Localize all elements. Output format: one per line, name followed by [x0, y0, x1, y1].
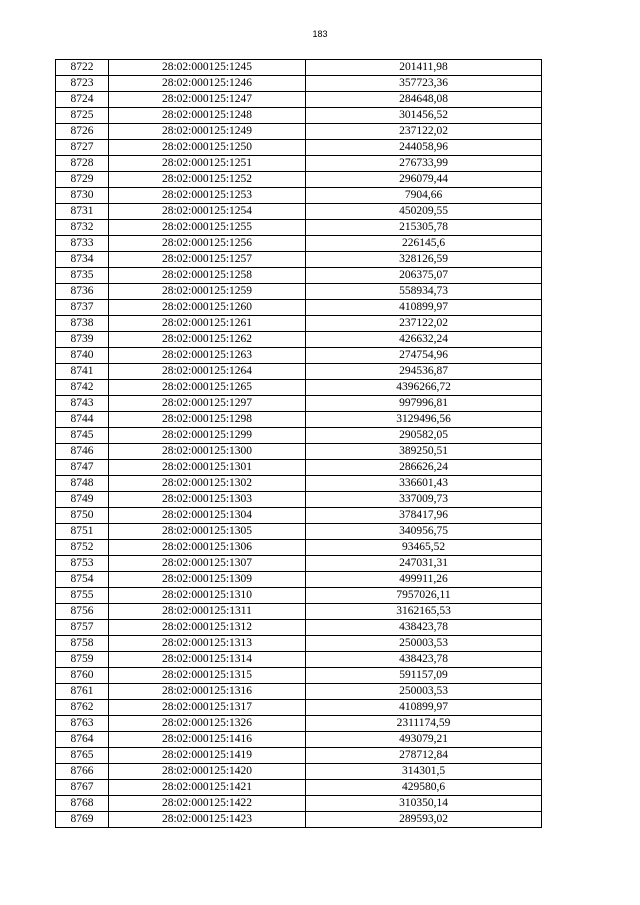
row-number-cell: 8750 — [56, 508, 109, 524]
table-row — [56, 124, 542, 140]
cadastral-number-cell: 28:02:000125:1255 — [109, 220, 306, 236]
table-row — [56, 508, 542, 524]
cadastral-number-cell: 28:02:000125:1259 — [109, 284, 306, 300]
table-row — [56, 716, 542, 732]
table-row — [56, 268, 542, 284]
cadastral-number-cell: 28:02:000125:1303 — [109, 492, 306, 508]
row-number-cell: 8728 — [56, 156, 109, 172]
table-row — [56, 796, 542, 812]
row-number-cell: 8727 — [56, 140, 109, 156]
row-number-cell: 8766 — [56, 764, 109, 780]
row-number-cell: 8722 — [56, 60, 109, 76]
table-row — [56, 588, 542, 604]
value-cell: 93465,52 — [306, 540, 542, 556]
cadastral-number-cell: 28:02:000125:1298 — [109, 412, 306, 428]
table-row — [56, 204, 542, 220]
cadastral-number-cell: 28:02:000125:1250 — [109, 140, 306, 156]
table-row — [56, 460, 542, 476]
cadastral-number-cell: 28:02:000125:1310 — [109, 588, 306, 604]
value-cell: 244058,96 — [306, 140, 542, 156]
cadastral-number-cell: 28:02:000125:1307 — [109, 556, 306, 572]
cadastral-number-cell: 28:02:000125:1260 — [109, 300, 306, 316]
value-cell: 378417,96 — [306, 508, 542, 524]
value-cell: 4396266,72 — [306, 380, 542, 396]
table-row — [56, 668, 542, 684]
cadastral-number-cell: 28:02:000125:1315 — [109, 668, 306, 684]
value-cell: 201411,98 — [306, 60, 542, 76]
table-row — [56, 764, 542, 780]
value-cell: 294536,87 — [306, 364, 542, 380]
cadastral-number-cell: 28:02:000125:1261 — [109, 316, 306, 332]
cadastral-number-cell: 28:02:000125:1251 — [109, 156, 306, 172]
table-row — [56, 572, 542, 588]
table-row — [56, 92, 542, 108]
table-row — [56, 76, 542, 92]
table-row — [56, 700, 542, 716]
value-cell: 274754,96 — [306, 348, 542, 364]
value-cell: 591157,09 — [306, 668, 542, 684]
cadastral-number-cell: 28:02:000125:1252 — [109, 172, 306, 188]
table-row — [56, 396, 542, 412]
value-cell: 290582,05 — [306, 428, 542, 444]
table-row — [56, 748, 542, 764]
cadastral-number-cell: 28:02:000125:1253 — [109, 188, 306, 204]
cadastral-number-cell: 28:02:000125:1246 — [109, 76, 306, 92]
cadastral-number-cell: 28:02:000125:1416 — [109, 732, 306, 748]
value-cell: 226145,6 — [306, 236, 542, 252]
table-row — [56, 60, 542, 76]
table-row — [56, 364, 542, 380]
value-cell: 2311174,59 — [306, 716, 542, 732]
value-cell: 410899,97 — [306, 700, 542, 716]
table-row — [56, 476, 542, 492]
value-cell: 276733,99 — [306, 156, 542, 172]
row-number-cell: 8765 — [56, 748, 109, 764]
value-cell: 328126,59 — [306, 252, 542, 268]
row-number-cell: 8744 — [56, 412, 109, 428]
value-cell: 7957026,11 — [306, 588, 542, 604]
cadastral-number-cell: 28:02:000125:1302 — [109, 476, 306, 492]
value-cell: 429580,6 — [306, 780, 542, 796]
row-number-cell: 8763 — [56, 716, 109, 732]
row-number-cell: 8769 — [56, 812, 109, 828]
value-cell: 336601,43 — [306, 476, 542, 492]
table-row — [56, 172, 542, 188]
value-cell: 389250,51 — [306, 444, 542, 460]
table-row — [56, 300, 542, 316]
row-number-cell: 8758 — [56, 636, 109, 652]
table-row — [56, 236, 542, 252]
value-cell: 340956,75 — [306, 524, 542, 540]
value-cell: 438423,78 — [306, 620, 542, 636]
table-row — [56, 188, 542, 204]
row-number-cell: 8740 — [56, 348, 109, 364]
table-body — [56, 60, 542, 828]
page-number: 183 — [312, 29, 328, 39]
table-row — [56, 492, 542, 508]
row-number-cell: 8726 — [56, 124, 109, 140]
table-row — [56, 252, 542, 268]
value-cell: 3162165,53 — [306, 604, 542, 620]
table-row — [56, 412, 542, 428]
row-number-cell: 8752 — [56, 540, 109, 556]
row-number-cell: 8751 — [56, 524, 109, 540]
cadastral-number-cell: 28:02:000125:1262 — [109, 332, 306, 348]
row-number-cell: 8748 — [56, 476, 109, 492]
value-cell: 247031,31 — [306, 556, 542, 572]
row-number-cell: 8745 — [56, 428, 109, 444]
row-number-cell: 8738 — [56, 316, 109, 332]
table-row — [56, 284, 542, 300]
table-row — [56, 636, 542, 652]
value-cell: 301456,52 — [306, 108, 542, 124]
table-row — [56, 524, 542, 540]
table-row — [56, 652, 542, 668]
row-number-cell: 8733 — [56, 236, 109, 252]
value-cell: 493079,21 — [306, 732, 542, 748]
row-number-cell: 8764 — [56, 732, 109, 748]
value-cell: 997996,81 — [306, 396, 542, 412]
cadastral-number-cell: 28:02:000125:1420 — [109, 764, 306, 780]
row-number-cell: 8730 — [56, 188, 109, 204]
value-cell: 296079,44 — [306, 172, 542, 188]
cadastral-number-cell: 28:02:000125:1317 — [109, 700, 306, 716]
table-row — [56, 540, 542, 556]
cadastral-number-cell: 28:02:000125:1316 — [109, 684, 306, 700]
cadastral-number-cell: 28:02:000125:1248 — [109, 108, 306, 124]
table-row — [56, 140, 542, 156]
cadastral-number-cell: 28:02:000125:1265 — [109, 380, 306, 396]
cadastral-number-cell: 28:02:000125:1258 — [109, 268, 306, 284]
table-row — [56, 556, 542, 572]
row-number-cell: 8767 — [56, 780, 109, 796]
table-row — [56, 108, 542, 124]
row-number-cell: 8760 — [56, 668, 109, 684]
value-cell: 206375,07 — [306, 268, 542, 284]
value-cell: 3129496,56 — [306, 412, 542, 428]
row-number-cell: 8734 — [56, 252, 109, 268]
table-row — [56, 316, 542, 332]
cadastral-number-cell: 28:02:000125:1297 — [109, 396, 306, 412]
row-number-cell: 8747 — [56, 460, 109, 476]
value-cell: 450209,55 — [306, 204, 542, 220]
table-row — [56, 156, 542, 172]
cadastral-number-cell: 28:02:000125:1311 — [109, 604, 306, 620]
table-row — [56, 444, 542, 460]
row-number-cell: 8735 — [56, 268, 109, 284]
table-row — [56, 780, 542, 796]
table-row — [56, 348, 542, 364]
cadastral-value-table — [55, 59, 542, 828]
cadastral-number-cell: 28:02:000125:1247 — [109, 92, 306, 108]
row-number-cell: 8736 — [56, 284, 109, 300]
row-number-cell: 8742 — [56, 380, 109, 396]
value-cell: 7904,66 — [306, 188, 542, 204]
cadastral-number-cell: 28:02:000125:1304 — [109, 508, 306, 524]
value-cell: 250003,53 — [306, 636, 542, 652]
row-number-cell: 8743 — [56, 396, 109, 412]
row-number-cell: 8761 — [56, 684, 109, 700]
value-cell: 284648,08 — [306, 92, 542, 108]
row-number-cell: 8723 — [56, 76, 109, 92]
cadastral-number-cell: 28:02:000125:1299 — [109, 428, 306, 444]
cadastral-number-cell: 28:02:000125:1257 — [109, 252, 306, 268]
value-cell: 310350,14 — [306, 796, 542, 812]
table-row — [56, 684, 542, 700]
row-number-cell: 8753 — [56, 556, 109, 572]
value-cell: 438423,78 — [306, 652, 542, 668]
row-number-cell: 8755 — [56, 588, 109, 604]
cadastral-number-cell: 28:02:000125:1309 — [109, 572, 306, 588]
value-cell: 410899,97 — [306, 300, 542, 316]
row-number-cell: 8729 — [56, 172, 109, 188]
cadastral-number-cell: 28:02:000125:1312 — [109, 620, 306, 636]
row-number-cell: 8725 — [56, 108, 109, 124]
table-row — [56, 332, 542, 348]
row-number-cell: 8724 — [56, 92, 109, 108]
row-number-cell: 8739 — [56, 332, 109, 348]
cadastral-number-cell: 28:02:000125:1419 — [109, 748, 306, 764]
cadastral-number-cell: 28:02:000125:1249 — [109, 124, 306, 140]
table-row — [56, 620, 542, 636]
value-cell: 314301,5 — [306, 764, 542, 780]
row-number-cell: 8749 — [56, 492, 109, 508]
row-number-cell: 8746 — [56, 444, 109, 460]
row-number-cell: 8754 — [56, 572, 109, 588]
value-cell: 426632,24 — [306, 332, 542, 348]
cadastral-number-cell: 28:02:000125:1300 — [109, 444, 306, 460]
cadastral-number-cell: 28:02:000125:1326 — [109, 716, 306, 732]
cadastral-number-cell: 28:02:000125:1422 — [109, 796, 306, 812]
table-row — [56, 604, 542, 620]
row-number-cell: 8737 — [56, 300, 109, 316]
value-cell: 337009,73 — [306, 492, 542, 508]
table-row — [56, 812, 542, 828]
row-number-cell: 8732 — [56, 220, 109, 236]
value-cell: 215305,78 — [306, 220, 542, 236]
cadastral-number-cell: 28:02:000125:1301 — [109, 460, 306, 476]
cadastral-number-cell: 28:02:000125:1256 — [109, 236, 306, 252]
table-row — [56, 220, 542, 236]
table-row — [56, 732, 542, 748]
row-number-cell: 8762 — [56, 700, 109, 716]
value-cell: 250003,53 — [306, 684, 542, 700]
row-number-cell: 8741 — [56, 364, 109, 380]
row-number-cell: 8759 — [56, 652, 109, 668]
cadastral-number-cell: 28:02:000125:1421 — [109, 780, 306, 796]
row-number-cell: 8756 — [56, 604, 109, 620]
value-cell: 499911,26 — [306, 572, 542, 588]
cadastral-number-cell: 28:02:000125:1254 — [109, 204, 306, 220]
cadastral-number-cell: 28:02:000125:1314 — [109, 652, 306, 668]
value-cell: 286626,24 — [306, 460, 542, 476]
table-row — [56, 380, 542, 396]
cadastral-number-cell: 28:02:000125:1423 — [109, 812, 306, 828]
row-number-cell: 8768 — [56, 796, 109, 812]
cadastral-number-cell: 28:02:000125:1313 — [109, 636, 306, 652]
cadastral-number-cell: 28:02:000125:1305 — [109, 524, 306, 540]
value-cell: 237122,02 — [306, 316, 542, 332]
value-cell: 558934,73 — [306, 284, 542, 300]
value-cell: 289593,02 — [306, 812, 542, 828]
cadastral-number-cell: 28:02:000125:1264 — [109, 364, 306, 380]
row-number-cell: 8757 — [56, 620, 109, 636]
row-number-cell: 8731 — [56, 204, 109, 220]
table-row — [56, 428, 542, 444]
cadastral-number-cell: 28:02:000125:1263 — [109, 348, 306, 364]
value-cell: 237122,02 — [306, 124, 542, 140]
cadastral-number-cell: 28:02:000125:1306 — [109, 540, 306, 556]
cadastral-number-cell: 28:02:000125:1245 — [109, 60, 306, 76]
value-cell: 278712,84 — [306, 748, 542, 764]
value-cell: 357723,36 — [306, 76, 542, 92]
